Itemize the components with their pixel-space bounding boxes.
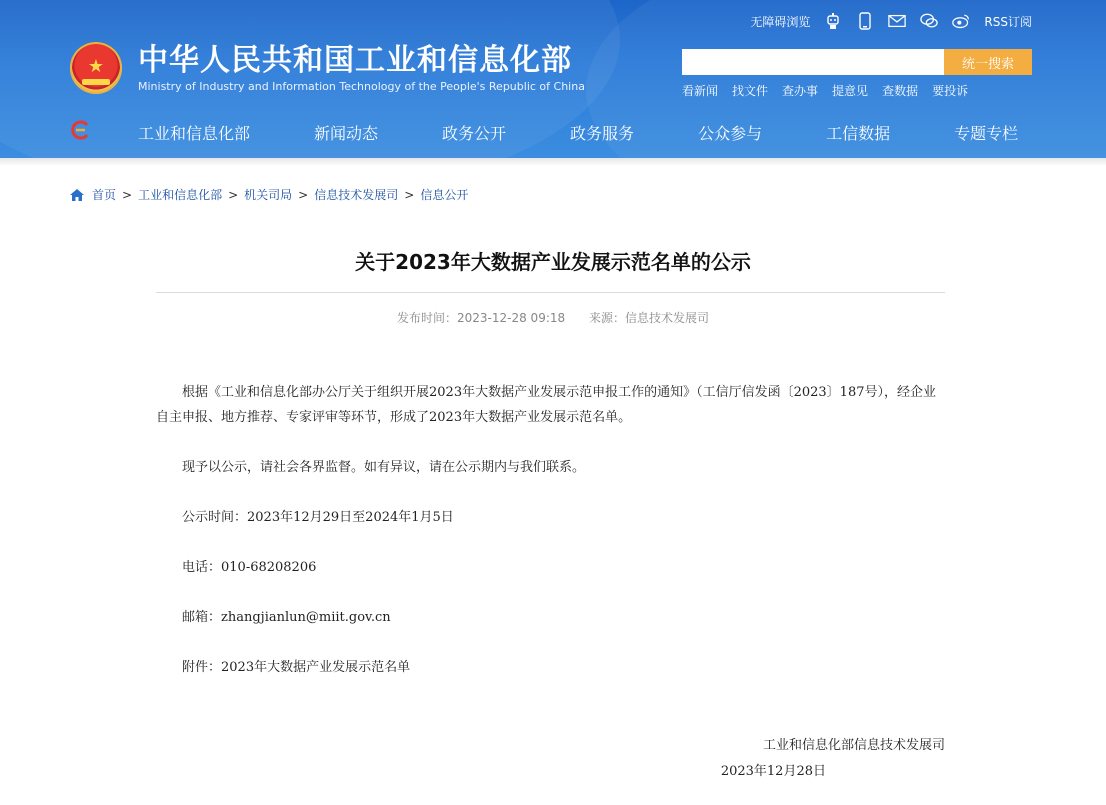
nav-item-public-participation[interactable]: 公众参与 (698, 124, 763, 143)
nav-item-news[interactable]: 新闻动态 (314, 124, 379, 143)
top-links (750, 12, 1032, 30)
quick-link-complaint[interactable]: 要投诉 (932, 84, 969, 98)
quick-link-feedback[interactable]: 提意见 (832, 84, 869, 98)
paragraph: 根据《工业和信息化部办公厅关于组织开展2023年大数据产业发展示范申报工作的通知》（工信厅信发函〔2023〕187号），经企业自主申报、地方推荐、专家评审等环节，形成了2023年大数据产业发展示范名单。 (156, 385, 936, 425)
quick-links (682, 82, 968, 99)
article-source: 来源：信息技术发展司 (588, 311, 709, 325)
paragraph-phone: 电话：010-68208206 (182, 560, 317, 575)
breadcrumb-separator: > (298, 187, 309, 202)
nav-item-services[interactable]: 政务服务 (570, 124, 635, 143)
rss-link[interactable]: RSS订阅 (984, 14, 1032, 29)
wechat-icon[interactable] (920, 12, 938, 30)
quick-link-data[interactable]: 查数据 (882, 84, 919, 98)
paragraph-announcement-period: 公示时间：2023年12月29日至2024年1月5日 (182, 510, 454, 525)
main-nav (0, 113, 1106, 149)
search-bar (682, 49, 1032, 75)
quick-link-services[interactable]: 查办事 (782, 84, 819, 98)
paragraph: 现予以公示，请社会各界监督。如有异议，请在公示期内与我们联系。 (182, 460, 586, 475)
breadcrumb-it-department[interactable]: 信息技术发展司 (314, 188, 399, 202)
nav-item-data[interactable]: 工信数据 (826, 124, 891, 143)
home-icon (70, 189, 84, 201)
mail-icon[interactable] (888, 12, 906, 30)
breadcrumb-departments[interactable]: 机关司局 (244, 188, 293, 202)
robot-icon[interactable] (824, 12, 842, 30)
quick-link-files[interactable]: 找文件 (732, 84, 769, 98)
accessibility-link[interactable]: 无障碍浏览 (750, 14, 811, 29)
breadcrumb (70, 186, 468, 203)
paragraph-email: 邮箱：zhangjianlun@miit.gov.cn (182, 610, 391, 625)
search-button[interactable]: 统一搜索 (944, 49, 1032, 75)
mobile-icon[interactable] (856, 12, 874, 30)
site-header (0, 0, 1106, 158)
signature-date: 2023年12月28日 (720, 764, 826, 779)
national-emblem-icon: ★ (70, 42, 122, 94)
title-divider (156, 292, 945, 293)
article-title: 关于2023年大数据产业发展示范名单的公示 (355, 250, 751, 274)
home-logo-icon[interactable] (70, 119, 92, 146)
article-meta (0, 309, 1106, 326)
attachment-link[interactable]: 附件：2023年大数据产业发展示范名单 (182, 660, 411, 675)
search-input[interactable] (682, 49, 944, 75)
signature: 工业和信息化部信息技术发展司 (762, 738, 945, 753)
breadcrumb-separator: > (122, 187, 133, 202)
publish-time: 发布时间：2023-12-28 09:18 (397, 311, 566, 325)
nav-item-government-affairs[interactable]: 政务公开 (442, 124, 507, 143)
nav-item-topics[interactable]: 专题专栏 (954, 124, 1019, 143)
header-shadow (0, 158, 1106, 166)
breadcrumb-separator: > (228, 187, 239, 202)
nav-item-ministry[interactable]: 工业和信息化部 (138, 124, 251, 143)
weibo-icon[interactable] (952, 12, 970, 30)
breadcrumb-public-info[interactable]: 信息公开 (420, 188, 469, 202)
breadcrumb-ministry[interactable]: 工业和信息化部 (138, 188, 223, 202)
breadcrumb-home[interactable]: 首页 (92, 188, 117, 202)
quick-link-news[interactable]: 看新闻 (682, 84, 719, 98)
article-body (156, 380, 945, 680)
breadcrumb-separator: > (404, 187, 415, 202)
site-title: 中华人民共和国工业和信息化部 (138, 43, 572, 78)
site-subtitle: Ministry of Industry and Information Technology of the People's Republic of China (138, 80, 585, 93)
